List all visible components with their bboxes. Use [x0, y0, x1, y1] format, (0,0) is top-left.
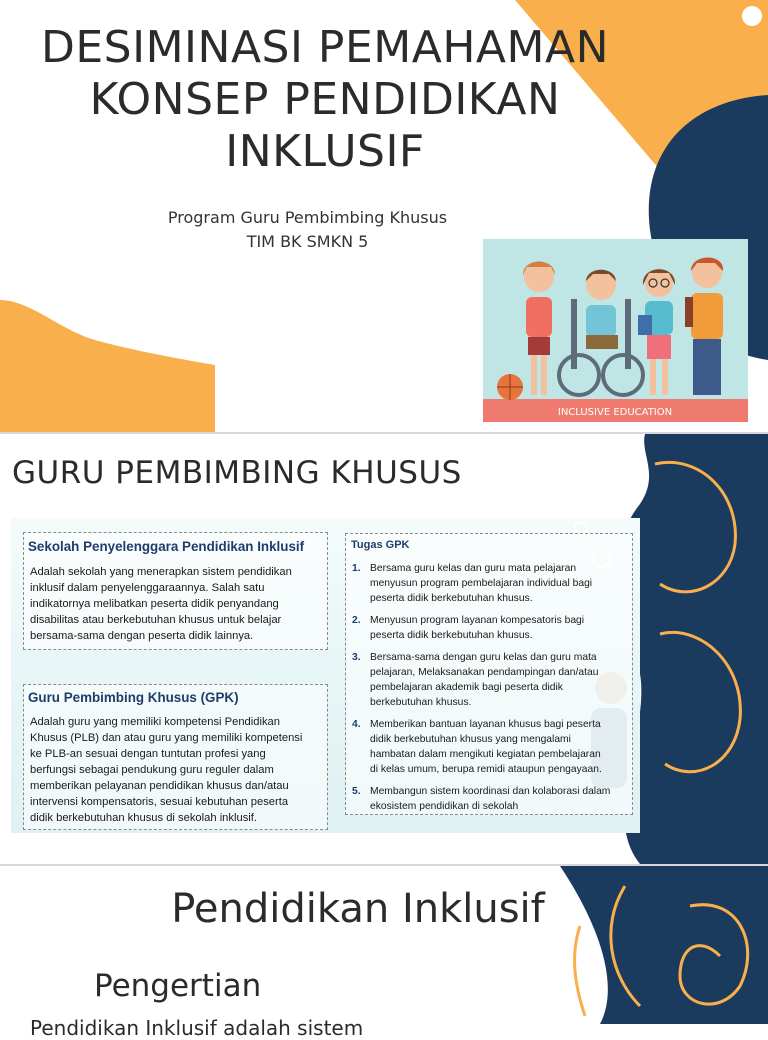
item-text: Bersama-sama dengan guru kelas dan guru mata — [370, 652, 597, 663]
box-text: Adalah guru yang memiliki kompetensi Pendidikan — [30, 716, 280, 728]
box-text: Adalah sekolah yang menerapkan sistem pendidikan — [30, 566, 292, 578]
list-item — [350, 784, 632, 814]
box-text: inklusif dalam penyelenggaraannya. Salah satu — [30, 582, 265, 594]
box-heading: Guru Pembimbing Khusus (GPK) — [28, 690, 239, 705]
item-text: pelajaran, Melaksanakan pendampingan dan/atau — [370, 667, 599, 678]
box-heading: Tugas GPK — [351, 539, 410, 551]
box-heading: Sekolah Penyelenggara Pendidikan Inklusif — [28, 539, 305, 554]
banner-text: INCLUSIVE EDUCATION — [557, 407, 673, 418]
slide-subheading: Pengertian — [94, 968, 262, 1004]
box-text: disabilitas atau berkebutuhan khusus untuk belajar — [30, 614, 282, 626]
tugas-gpk-box — [345, 533, 633, 815]
slide-title — [0, 0, 768, 432]
box-text: berfungsi sebagai pendukung guru reguler dalam — [30, 764, 274, 776]
list-item — [350, 717, 632, 777]
item-text: menyusun program pembelajaran individual bagi — [370, 578, 593, 589]
tugas-list — [346, 561, 632, 814]
box-text: intervensi kompensatoris, sesuai kebutuhan peserta — [30, 796, 289, 808]
title-line: INKLUSIF — [225, 126, 425, 177]
list-item — [350, 561, 632, 606]
gpk-info-panel — [11, 518, 640, 833]
sekolah-inklusif-box — [23, 532, 328, 650]
gpk-definition-box — [23, 684, 328, 830]
inclusive-education-illustration — [483, 239, 748, 422]
item-text: didik berkebutuhan khusus yang mengalami — [370, 734, 571, 745]
slide-heading: Pendidikan Inklusif — [171, 886, 545, 932]
item-number: 1. — [352, 563, 361, 574]
item-text: peserta didik berkebutuhan khusus. — [370, 630, 533, 641]
item-text: di kelas umum, berupa remidi ataupun pengayaan. — [370, 764, 602, 775]
list-item — [350, 650, 632, 710]
list-item — [350, 613, 632, 643]
box-text: ke PLB-an sesuai dengan tuntutan profesi yang — [30, 748, 266, 760]
item-text: pembelajaran akademik bagi peserta didik — [370, 682, 563, 693]
slide-title-text — [0, 22, 650, 178]
box-text: bersama-sama dengan peserta didik lainnya. — [30, 630, 254, 642]
item-text: Bersama guru kelas dan guru mata pelajaran — [370, 563, 577, 574]
box-text: Khusus (PLB) dan atau guru yang memiliki kompetensi — [30, 732, 303, 744]
item-text: ekosistem pendidikan di sekolah — [370, 801, 519, 812]
title-line: KONSEP PENDIDIKAN — [89, 74, 561, 125]
subtitle-line: Program Guru Pembimbing Khusus — [167, 208, 448, 227]
item-text: Memberikan bantuan layanan khusus bagi peserta — [370, 719, 601, 730]
item-text: peserta didik berkebutuhan khusus. — [370, 593, 533, 604]
item-text: Menyusun program layanan kompesatoris bagi — [370, 615, 585, 626]
title-line: DESIMINASI PEMAHAMAN — [41, 22, 609, 73]
box-text: didik berkebutuhan khusus di sekolah inklusif. — [30, 812, 257, 824]
item-text: hambatan dalam mengikuti kegiatan pembelajaran — [370, 749, 601, 760]
item-number: 2. — [352, 615, 361, 626]
body-text-partial: Pendidikan Inklusif adalah sistem — [30, 1016, 364, 1040]
box-text: indikatornya melibatkan peserta didik penyandang — [30, 598, 279, 610]
item-number: 3. — [352, 652, 361, 663]
slide-heading: GURU PEMBIMBING KHUSUS — [12, 455, 462, 491]
subtitle-line: TIM BK SMKN 5 — [246, 232, 369, 251]
box-text: memberikan pelayanan pendidikan khusus dan/atau — [30, 780, 289, 792]
item-number: 4. — [352, 719, 361, 730]
item-text: berkebutuhan khusus. — [370, 697, 472, 708]
item-text: Membangun sistem koordinasi dan kolaborasi dalam — [370, 786, 611, 797]
item-number: 5. — [352, 786, 361, 797]
